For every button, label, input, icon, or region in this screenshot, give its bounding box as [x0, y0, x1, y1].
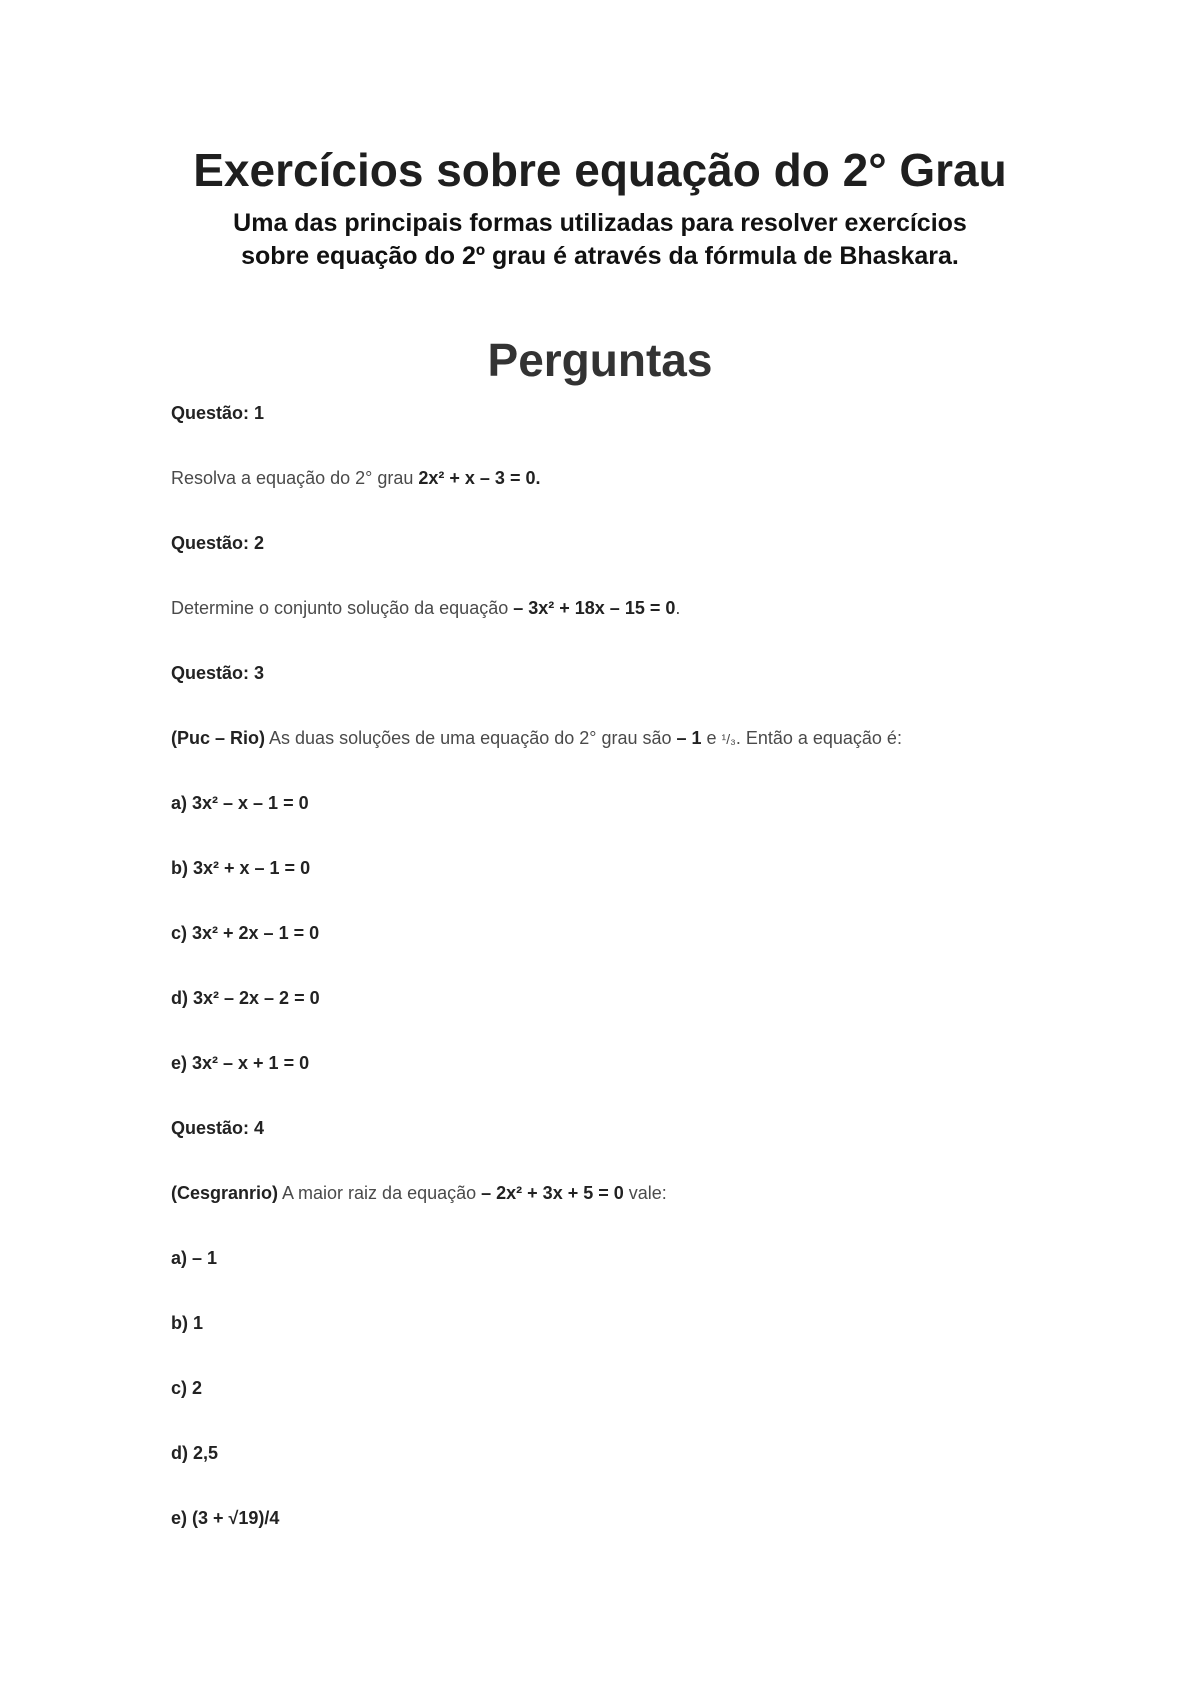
- document-subtitle: [0, 207, 1200, 273]
- question-4-prompt: A maior raiz da equação: [278, 1183, 482, 1203]
- question-3-option-a: a) 3x² – x – 1 = 0: [171, 793, 309, 813]
- question-4-equation: – 2x² + 3x + 5 = 0: [481, 1183, 624, 1203]
- question-2-text: [171, 596, 680, 620]
- question-3-option-b: b) 3x² + x – 1 = 0: [171, 858, 311, 878]
- question-4-label: Questão: 4: [171, 1118, 265, 1138]
- question-2-equation: – 3x² + 18x – 15 = 0: [513, 598, 676, 618]
- subtitle-line-2: sobre equação do 2º grau é através da fórmula de Bhaskara.: [241, 242, 959, 270]
- question-3-label: Questão: 3: [171, 663, 265, 683]
- question-3-option-d: d) 3x² – 2x – 2 = 0: [171, 988, 320, 1008]
- question-4-option-d: d) 2,5: [171, 1443, 219, 1463]
- question-1-equation: 2x² + x – 3 = 0.: [418, 468, 541, 488]
- subtitle-line-1: Uma das principais formas utilizadas para resolver exercícios: [233, 209, 967, 237]
- question-3-root-1: – 1: [676, 728, 702, 748]
- question-1-label: Questão: 1: [171, 403, 265, 423]
- document-title: Exercícios sobre equação do 2° Grau: [193, 144, 1007, 196]
- question-3-root-2: ¹/₃: [721, 731, 736, 747]
- question-4-option-c: c) 2: [171, 1378, 203, 1398]
- question-4-text: [171, 1181, 667, 1205]
- question-2-label: Questão: 2: [171, 533, 265, 553]
- question-1-text: [171, 466, 540, 490]
- question-3-option-e: e) 3x² – x + 1 = 0: [171, 1053, 310, 1073]
- question-3-and: e: [701, 728, 722, 748]
- question-3-prompt: As duas soluções de uma equação do 2° grau são: [265, 728, 677, 748]
- question-3-source: (Puc – Rio): [171, 728, 266, 748]
- question-4-end: vale:: [623, 1183, 667, 1203]
- section-heading: Perguntas: [487, 334, 713, 386]
- question-4-option-a: a) – 1: [171, 1248, 218, 1268]
- question-3-text: [171, 726, 902, 751]
- question-1-prompt: Resolva a equação do 2° grau: [171, 468, 419, 488]
- question-3-end: . Então a equação é:: [735, 728, 902, 748]
- question-2-prompt: Determine o conjunto solução da equação: [171, 598, 514, 618]
- question-3-option-c: c) 3x² + 2x – 1 = 0: [171, 923, 320, 943]
- question-4-option-e: e) (3 + √19)/4: [171, 1508, 280, 1528]
- question-2-end: .: [675, 598, 681, 618]
- question-4-source: (Cesgranrio): [171, 1183, 279, 1203]
- question-4-option-b: b) 1: [171, 1313, 204, 1333]
